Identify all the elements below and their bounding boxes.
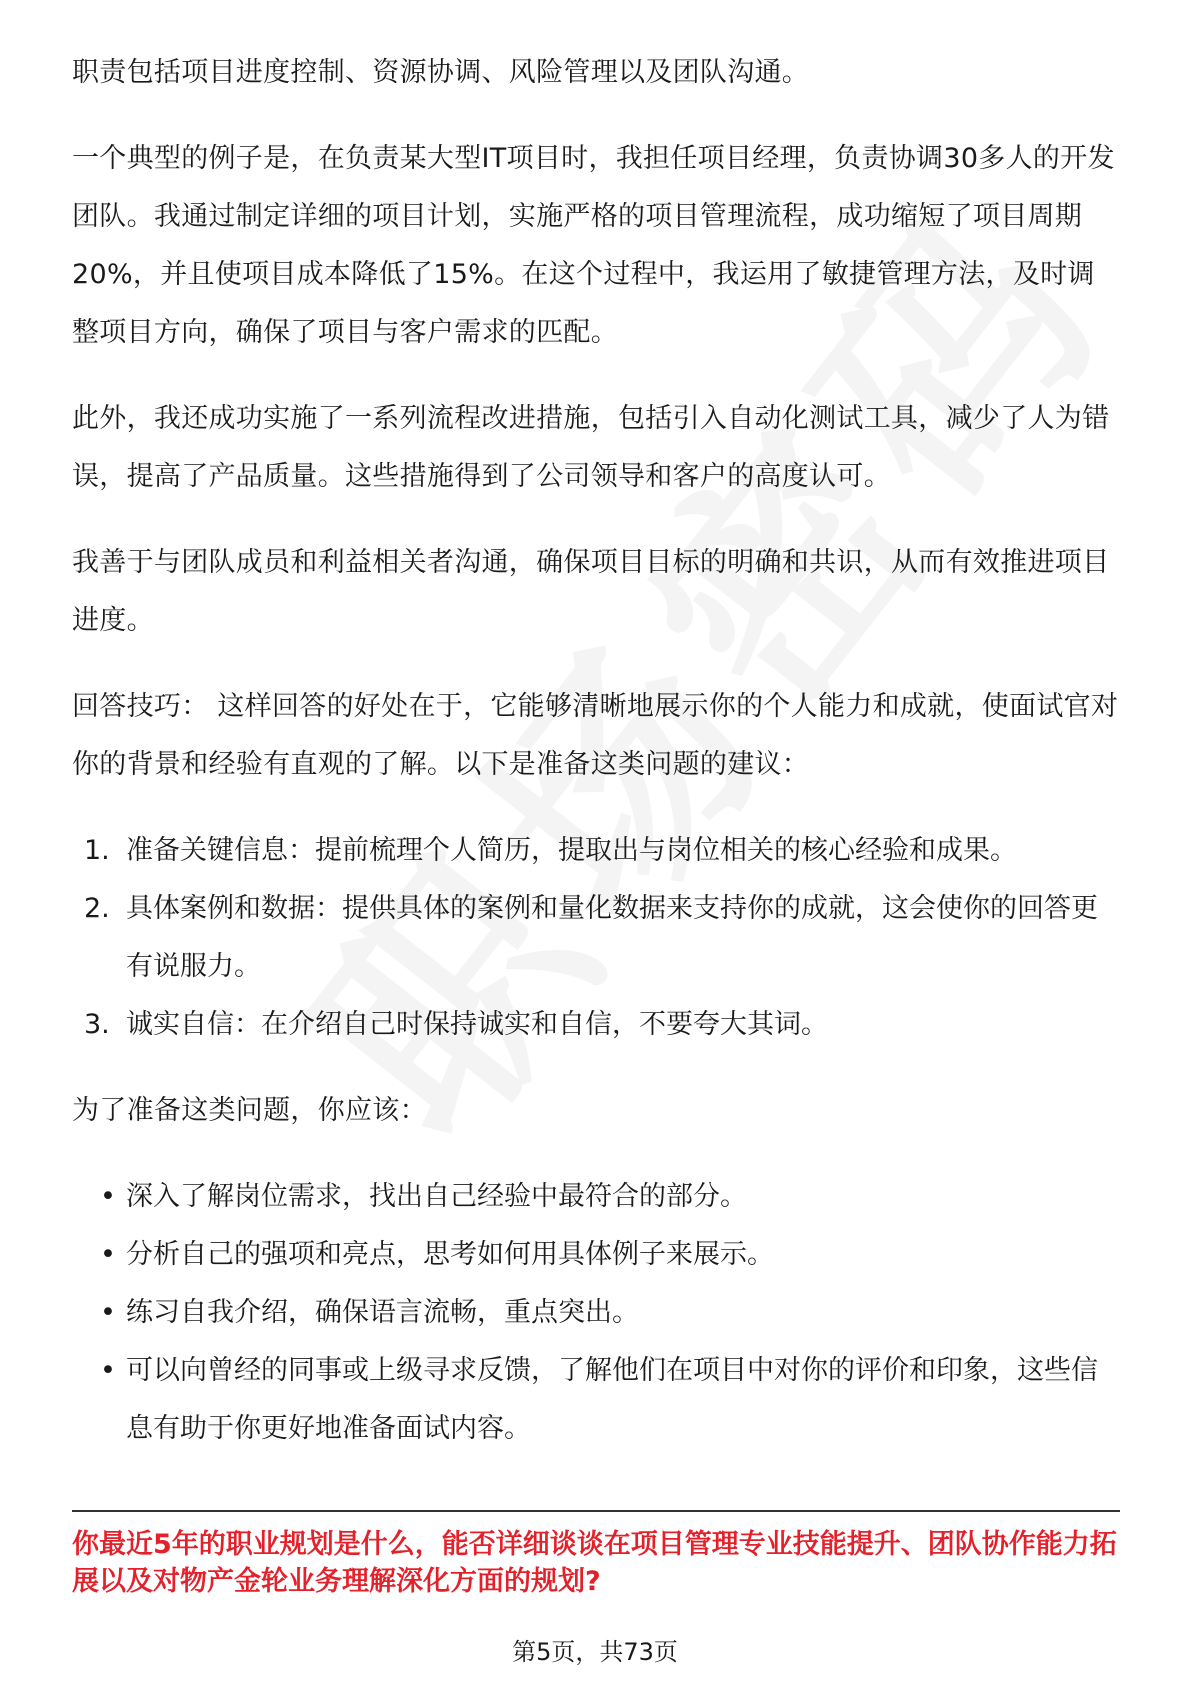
paragraph-communication: 我善于与团队成员和利益相关者沟通，确保项目目标的明确和共识，从而有效推进项目进度。: [72, 547, 1110, 636]
document-body: [72, 44, 1122, 1486]
page-number: 第5页，共73页: [512, 1638, 678, 1666]
list-item: [72, 822, 1122, 880]
list-item-text: 可以向曾经的同事或上级寻求反馈，了解他们在项目中对你的评价和印象，这些信息有助于你更好地准备面试内容。: [126, 1355, 1098, 1444]
bullet-marker: •: [100, 1181, 116, 1212]
list-item: [72, 1168, 1122, 1226]
list-item: [72, 1342, 1122, 1458]
paragraph-process-improvement: 此外，我还成功实施了一系列流程改进措施，包括引入自动化测试工具，减少了人为错误，提高了产品质量。这些措施得到了公司领导和客户的高度认可。: [72, 403, 1110, 492]
list-item-text: 深入了解岗位需求，找出自己经验中最符合的部分。: [126, 1181, 747, 1212]
list-item: [72, 880, 1122, 996]
list-item-text: 练习自我介绍，确保语言流畅，重点突出。: [126, 1297, 639, 1328]
list-marker: 1.: [84, 835, 110, 866]
next-question-heading: 你最近5年的职业规划是什么，能否详细谈谈在项目管理专业技能提升、团队协作能力拓展以及对物产金轮业务理解深化方面的规划?: [72, 1529, 1117, 1597]
bullet-marker: •: [100, 1239, 116, 1270]
paragraph-prepare-intro: 为了准备这类问题，你应该：: [72, 1095, 427, 1126]
list-item-text: 具体案例和数据：提供具体的案例和量化数据来支持你的成就，这会使你的回答更有说服力。: [126, 893, 1098, 982]
numbered-list: [72, 822, 1122, 1054]
section-divider: [72, 1510, 1120, 1512]
paragraph-answer-tips: 回答技巧： 这样回答的好处在于，它能够清晰地展示你的个人能力和成就，使面试官对你的背景和经验有直观的了解。以下是准备这类问题的建议：: [72, 691, 1119, 780]
bullet-list: [72, 1168, 1122, 1458]
list-marker: 3.: [84, 1009, 110, 1040]
list-item: [72, 996, 1122, 1054]
list-item-text: 分析自己的强项和亮点，思考如何用具体例子来展示。: [126, 1239, 774, 1270]
list-item: [72, 1226, 1122, 1284]
list-item: [72, 1284, 1122, 1342]
bullet-marker: •: [100, 1355, 116, 1386]
list-marker: 2.: [84, 893, 110, 924]
paragraph-example: 一个典型的例子是，在负责某大型IT项目时，我担任项目经理，负责协调30多人的开发团队。我通过制定详细的项目计划，实施严格的项目管理流程，成功缩短了项目周期20%，并且使项目成本降低了15%。在这个过程中，我运用了敏捷管理方法，及时调整项目方向，确保了项目与客户需求的匹配。: [72, 143, 1115, 348]
list-item-text: 诚实自信：在介绍自己时保持诚实和自信，不要夸大其词。: [126, 1009, 828, 1040]
list-item-text: 准备关键信息：提前梳理个人简历，提取出与岗位相关的核心经验和成果。: [126, 835, 1017, 866]
paragraph-responsibilities: 职责包括项目进度控制、资源协调、风险管理以及团队沟通。: [72, 57, 810, 88]
bullet-marker: •: [100, 1297, 116, 1328]
